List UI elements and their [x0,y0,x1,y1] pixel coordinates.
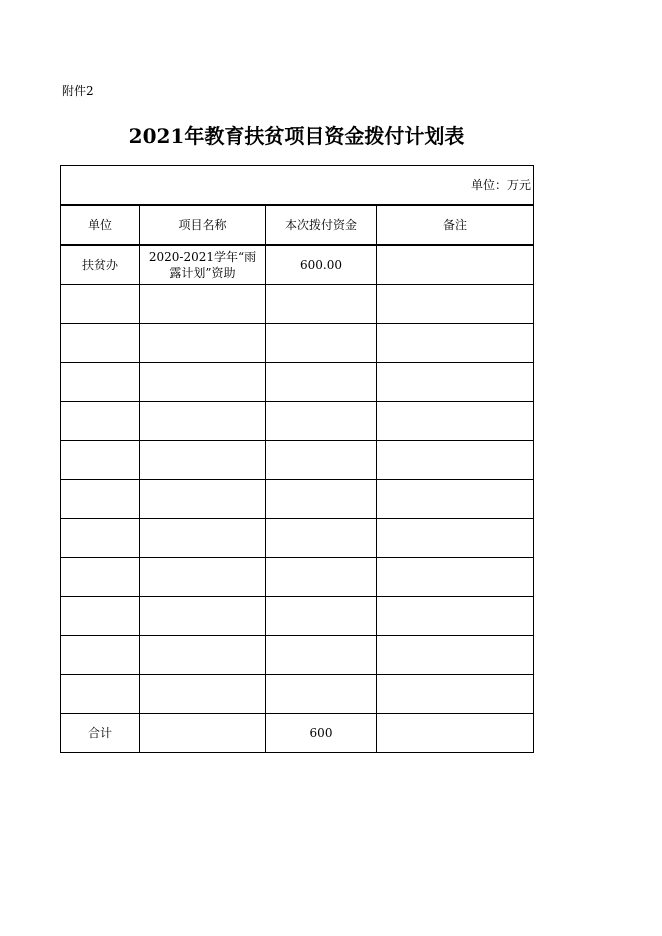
cell-unit [61,675,140,714]
cell-remark [377,675,534,714]
cell-project-name [140,285,266,324]
header-remark: 备注 [377,205,534,245]
table-row [61,363,534,402]
cell-project-name: 2020-2021学年“雨露计划”资助 [140,245,266,285]
cell-unit [61,402,140,441]
table-row [61,402,534,441]
table-row [61,324,534,363]
cell-unit [61,324,140,363]
funding-table [60,165,534,753]
cell-allocation [266,324,377,363]
header-project-name: 项目名称 [140,205,266,245]
cell-allocation: 600.00 [266,245,377,285]
cell-remark [377,363,534,402]
header-row [61,205,534,245]
cell-remark [377,519,534,558]
cell-allocation [266,402,377,441]
total-project-cell [140,714,266,753]
cell-unit [61,480,140,519]
total-row [61,714,534,753]
table-row [61,558,534,597]
attachment-label: 附件2 [62,84,94,98]
cell-remark [377,480,534,519]
cell-unit [61,558,140,597]
cell-unit: 扶贫办 [61,245,140,285]
table-row [61,480,534,519]
cell-unit [61,597,140,636]
cell-remark [377,597,534,636]
table-row [61,441,534,480]
document-title: 2021年教育扶贫项目资金拨付计划表 [128,124,465,148]
cell-remark [377,558,534,597]
cell-allocation [266,441,377,480]
total-remark [377,714,534,753]
cell-project-name [140,480,266,519]
cell-allocation [266,363,377,402]
cell-unit [61,519,140,558]
cell-unit [61,285,140,324]
cell-project-name [140,558,266,597]
table-row [61,285,534,324]
header-allocation: 本次拨付资金 [266,205,377,245]
cell-remark [377,245,534,285]
unit-label: 单位：万元 [61,166,534,206]
cell-project-name [140,519,266,558]
cell-allocation [266,519,377,558]
cell-project-name [140,402,266,441]
table-row [61,245,534,285]
cell-remark [377,636,534,675]
cell-allocation [266,285,377,324]
unit-row [61,166,534,206]
total-label: 合计 [61,714,140,753]
cell-project-name [140,597,266,636]
cell-allocation [266,480,377,519]
cell-unit [61,363,140,402]
table-row [61,597,534,636]
cell-project-name [140,441,266,480]
cell-allocation [266,558,377,597]
cell-unit [61,636,140,675]
cell-allocation [266,675,377,714]
cell-unit [61,441,140,480]
table-row [61,675,534,714]
table-row [61,519,534,558]
cell-remark [377,441,534,480]
total-amount: 600 [266,714,377,753]
cell-project-name [140,363,266,402]
header-unit: 单位 [61,205,140,245]
cell-remark [377,285,534,324]
cell-allocation [266,636,377,675]
table-row [61,636,534,675]
cell-remark [377,402,534,441]
cell-remark [377,324,534,363]
cell-allocation [266,597,377,636]
cell-project-name [140,675,266,714]
cell-project-name [140,324,266,363]
cell-project-name [140,636,266,675]
